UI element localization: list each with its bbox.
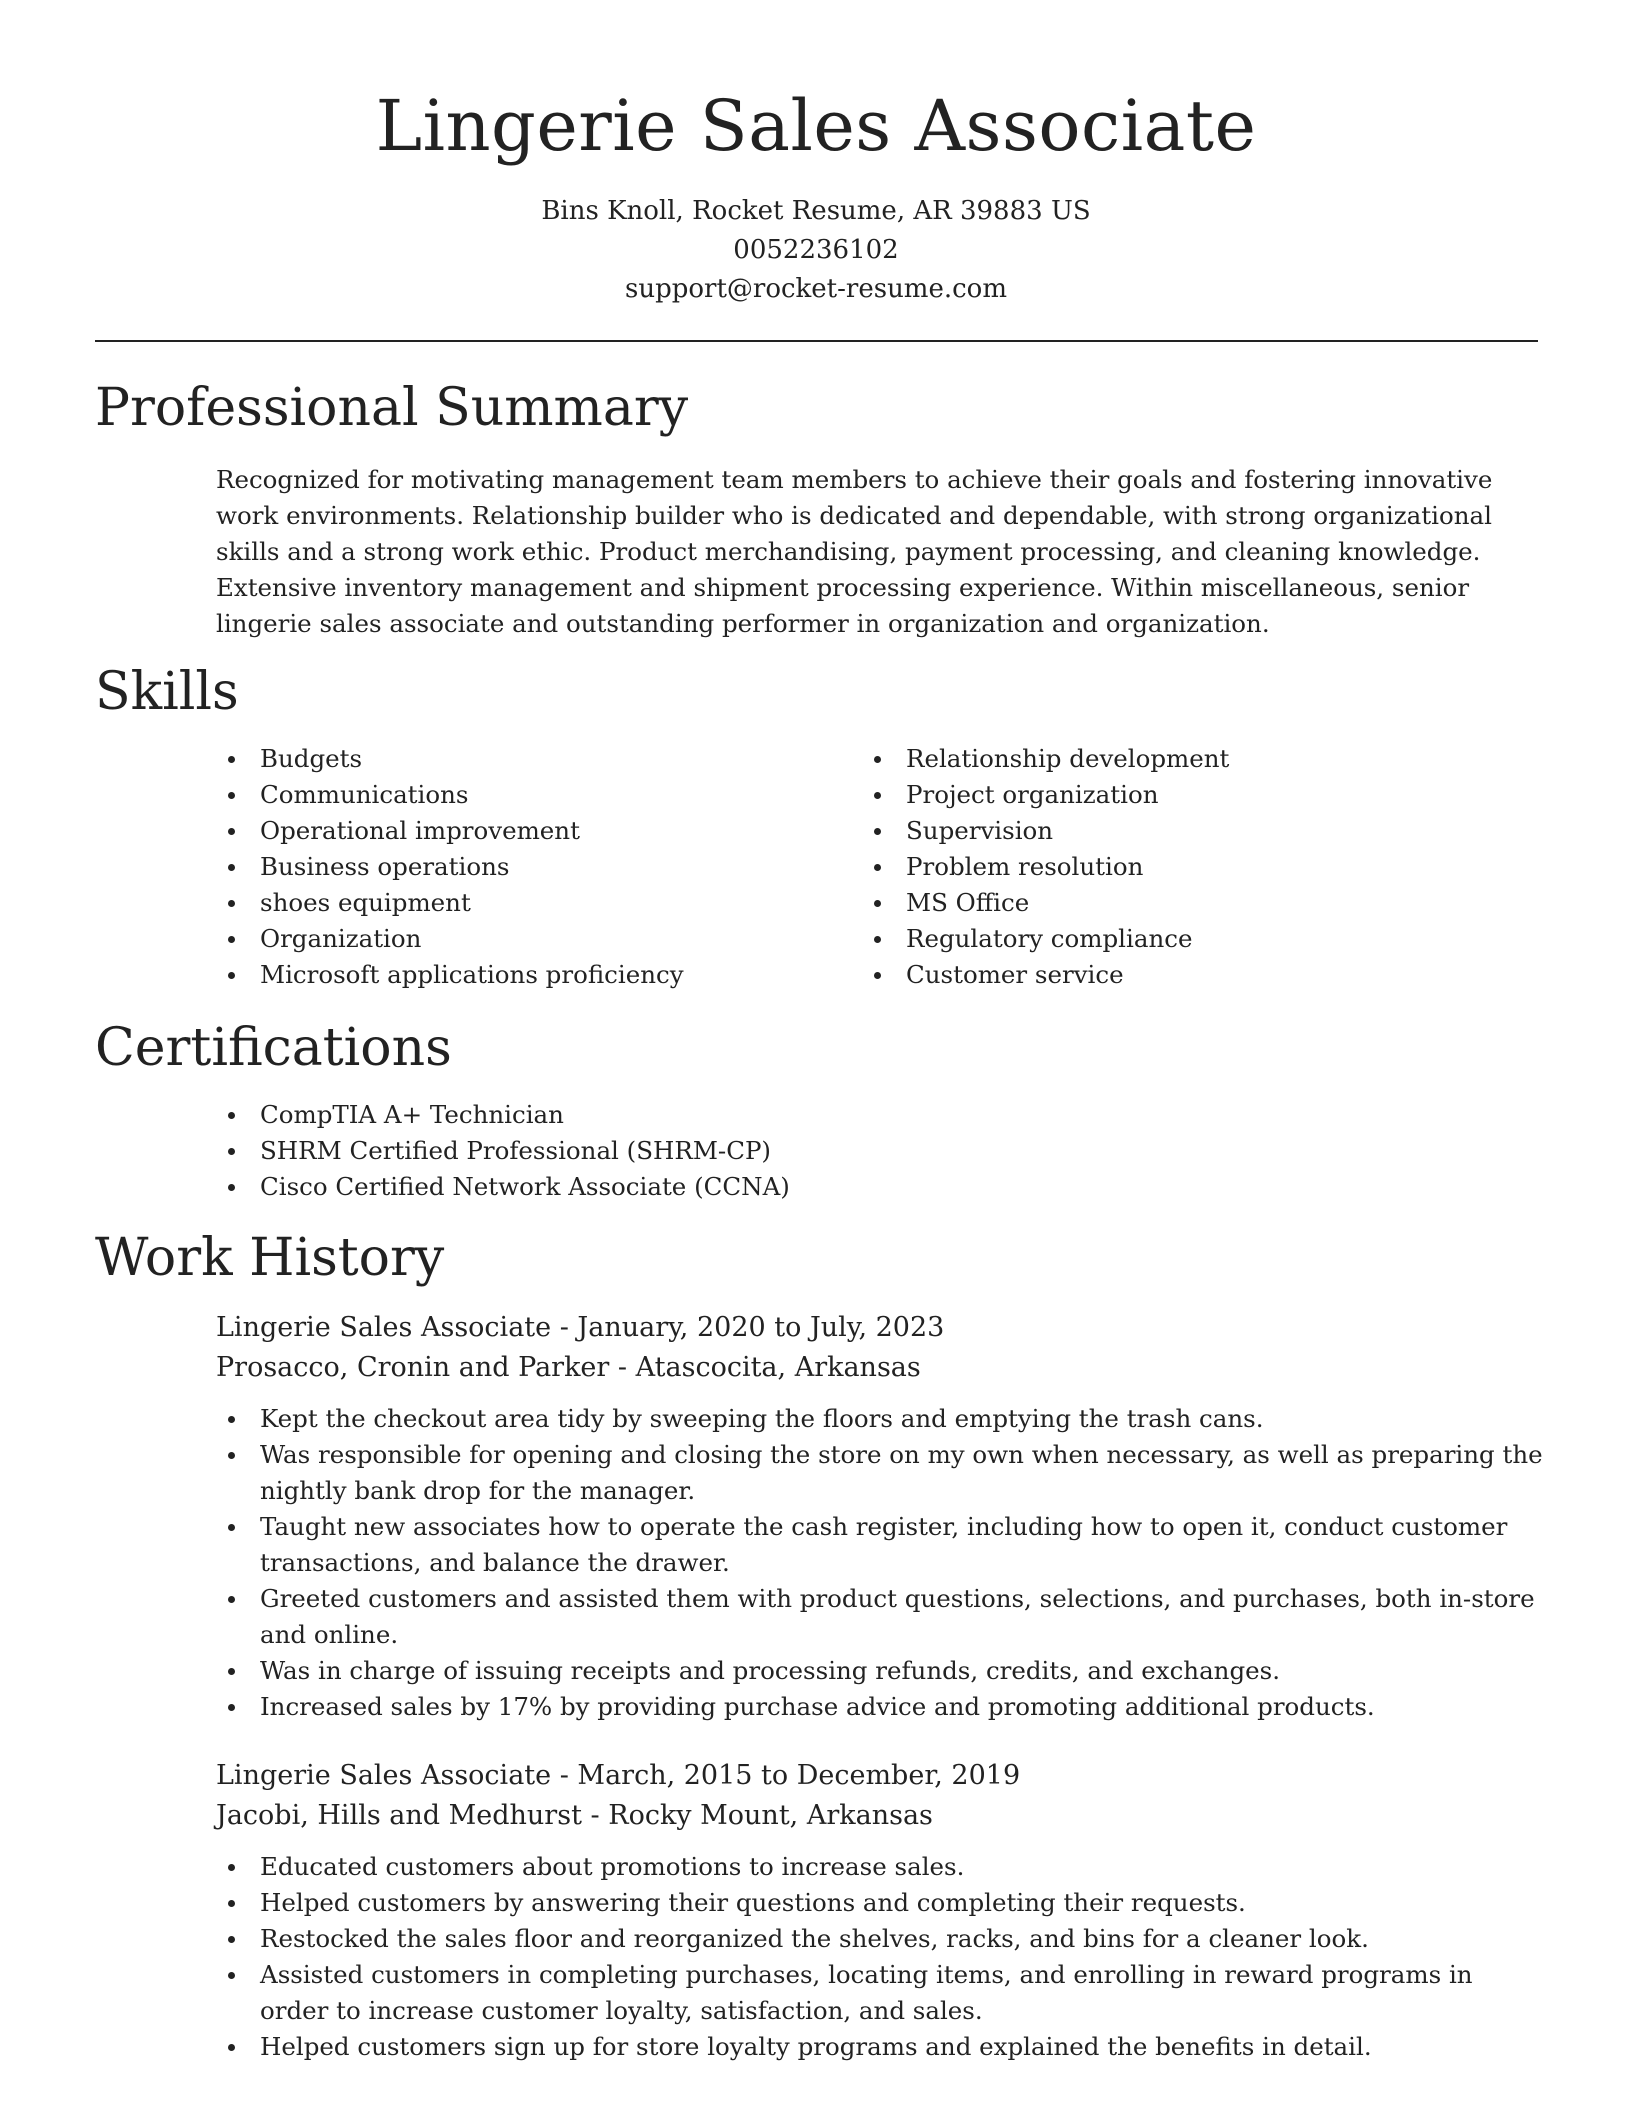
certifications-heading: Certifications: [95, 1018, 452, 1078]
job-company-line: Jacobi, Hills and Medhurst - Rocky Mount, Arkansas: [216, 1800, 933, 1831]
job-dates: January, 2020 to July, 2023: [577, 1312, 945, 1343]
list-item: Kept the checkout area tidy by sweeping the floors and emptying the trash cans.: [216, 1401, 1546, 1437]
list-item: Greeted customers and assisted them with product questions, selections, and purchases, both in-store and online.: [216, 1581, 1546, 1653]
job-company-line: Prosacco, Cronin and Parker - Atascocita, Arkansas: [216, 1352, 921, 1383]
list-item: Restocked the sales floor and reorganized the shelves, racks, and bins for a cleaner look.: [216, 1921, 1546, 1957]
job-location: Rocky Mount, Arkansas: [608, 1800, 933, 1831]
contact-phone: 0052236102: [733, 235, 899, 265]
list-item: Regulatory compliance: [862, 921, 1522, 957]
job-company: Jacobi, Hills and Medhurst: [216, 1800, 582, 1831]
list-item: Budgets: [216, 741, 816, 777]
list-item: Taught new associates how to operate the cash register, including how to open it, conduct customer transactions, and balance the drawer.: [216, 1509, 1546, 1581]
job-dates: March, 2015 to December, 2019: [577, 1760, 1021, 1791]
job-title-line: Lingerie Sales Associate - March, 2015 to December, 2019: [216, 1760, 1021, 1791]
list-item: Helped customers by answering their questions and completing their requests.: [216, 1885, 1546, 1921]
job-role: Lingerie Sales Associate: [216, 1312, 552, 1343]
list-item: Increased sales by 17% by providing purchase advice and promoting additional products.: [216, 1689, 1546, 1725]
summary-text: Recognized for motivating management team members to achieve their goals and fostering innovative work environments. Relationship builder who is dedicated and dependable, with strong organizational skills and a strong work ethic. Product merchandising, payment processing, and cleaning knowledge. Extensive inventory management and shipment processing experience. Within miscellaneous, senior lingerie sales associate and outstanding performer in organization and organization.: [216, 465, 1493, 638]
list-item: Supervision: [862, 813, 1522, 849]
job-bullets: [216, 1849, 1546, 2065]
header-divider: [95, 340, 1538, 342]
list-item: Educated customers about promotions to increase sales.: [216, 1849, 1546, 1885]
list-item: Assisted customers in completing purchases, locating items, and enrolling in reward programs in order to increase customer loyalty, satisfaction, and sales.: [216, 1957, 1546, 2029]
list-item: Microsoft applications proficiency: [216, 957, 816, 993]
skills-list-right: [862, 741, 1522, 993]
job-location: Atascocita, Arkansas: [635, 1352, 921, 1383]
list-item: SHRM Certified Professional (SHRM-CP): [216, 1133, 1216, 1169]
list-item: Cisco Certified Network Associate (CCNA): [216, 1169, 1216, 1205]
contact-address: Bins Knoll, Rocket Resume, AR 39883 US: [541, 196, 1091, 226]
resume-name: Lingerie Sales Associate: [375, 85, 1257, 167]
list-item: Organization: [216, 921, 816, 957]
list-item: Was in charge of issuing receipts and processing refunds, credits, and exchanges.: [216, 1653, 1546, 1689]
contact-email: support@rocket-resume.com: [624, 274, 1007, 304]
list-item: MS Office: [862, 885, 1522, 921]
summary-heading: Professional Summary: [95, 378, 689, 438]
certifications-list: [216, 1097, 1216, 1205]
list-item: Business operations: [216, 849, 816, 885]
job-title-line: Lingerie Sales Associate - January, 2020 to July, 2023: [216, 1312, 945, 1343]
job-company: Prosacco, Cronin and Parker: [216, 1352, 610, 1383]
list-item: Project organization: [862, 777, 1522, 813]
job-bullets: [216, 1401, 1546, 1725]
list-item: Was responsible for opening and closing the store on my own when necessary, as well as preparing the nightly bank drop for the manager.: [216, 1437, 1546, 1509]
work-history-heading: Work History: [95, 1228, 445, 1288]
job-role: Lingerie Sales Associate: [216, 1760, 552, 1791]
list-item: Relationship development: [862, 741, 1522, 777]
skills-list-left: [216, 741, 816, 993]
list-item: Problem resolution: [862, 849, 1522, 885]
contact-block: [0, 192, 1632, 309]
list-item: Communications: [216, 777, 816, 813]
list-item: Helped customers sign up for store loyalty programs and explained the benefits in detail.: [216, 2029, 1546, 2065]
list-item: shoes equipment: [216, 885, 816, 921]
skills-heading: Skills: [95, 662, 239, 722]
list-item: CompTIA A+ Technician: [216, 1097, 1216, 1133]
list-item: Operational improvement: [216, 813, 816, 849]
list-item: Customer service: [862, 957, 1522, 993]
